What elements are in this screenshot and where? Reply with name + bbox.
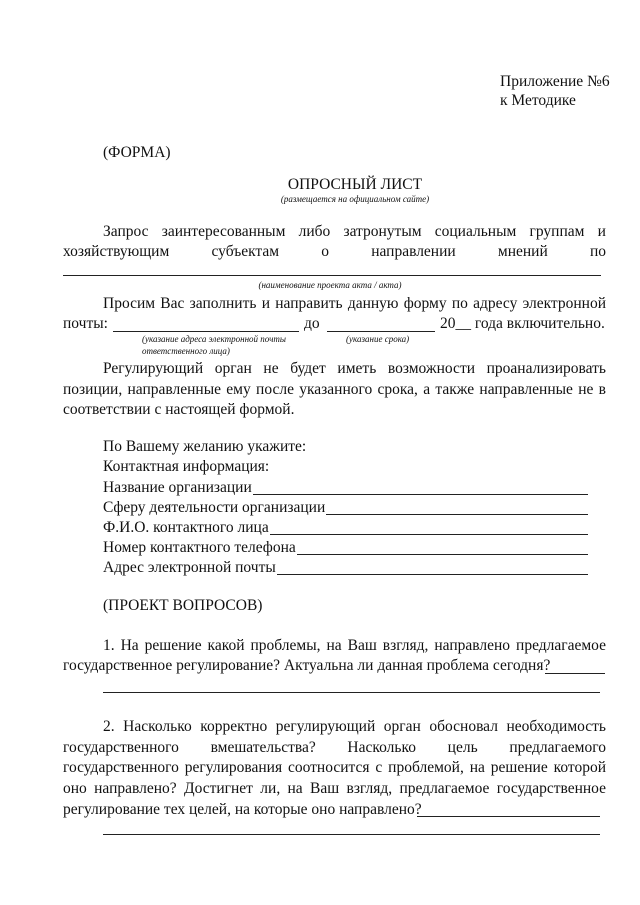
contact-person-field[interactable]: [103, 517, 588, 537]
field-label: Номер контактного телефона: [103, 539, 296, 556]
field-label: Адрес электронной почты: [103, 559, 276, 576]
q2-line5: регулирование тех целей, на которые оно направлено?: [63, 801, 422, 818]
request-line2: [63, 242, 606, 262]
q2-line3: государственного регулирования соотносится с проблемой, на решение которой: [63, 759, 606, 776]
form-mark: (ФОРМА): [103, 144, 171, 161]
field-line[interactable]: [270, 534, 588, 535]
request-word: по: [589, 243, 606, 260]
request-word: Запрос: [103, 223, 149, 240]
field-line[interactable]: [326, 514, 588, 515]
project-name-caption: (наименование проекта акта / акта): [258, 280, 402, 290]
ask-prefix: почты:: [63, 315, 108, 332]
field-line[interactable]: [297, 554, 588, 555]
warning-line2: позиции, направленные ему после указанного срока, а также направленные не в: [63, 381, 606, 398]
q1-line2: государственное регулирование? Актуальна ли данная проблема сегодня?: [63, 657, 551, 674]
activity-field[interactable]: [103, 497, 588, 517]
email-line[interactable]: [113, 331, 299, 332]
warning-line3: соответствии с настоящей формой.: [63, 401, 295, 418]
organization-field[interactable]: [103, 477, 588, 497]
project-name-line[interactable]: [63, 275, 601, 276]
request-word: группам: [529, 223, 585, 240]
q2-line4: оно направлено? Достигнет ли, на Ваш взгляд, предлагаемое государственное: [63, 780, 606, 797]
email-caption-2: ответственного лица): [142, 346, 230, 356]
q2-line1: 2. Насколько корректно регулирующий орган обосновал необходимость: [103, 718, 606, 735]
ask-line1: Просим Вас заполнить и направить данную форму по адресу электронной: [103, 295, 606, 312]
contact-heading: Контактная информация:: [103, 458, 270, 475]
q2-word: Насколько: [347, 739, 416, 756]
request-word: и: [597, 223, 606, 240]
contact-intro: По Вашему желанию укажите:: [103, 438, 307, 455]
phone-field[interactable]: [103, 537, 588, 557]
request-word: социальным: [434, 223, 517, 240]
q2-answer-line-short[interactable]: [417, 816, 600, 817]
q1-answer-line-short[interactable]: [545, 673, 605, 674]
field-label: Ф.И.О. контактного лица: [103, 519, 269, 536]
ask-year: 20__ года включительно.: [440, 315, 605, 332]
field-line[interactable]: [277, 574, 588, 575]
request-word: направлении: [371, 243, 456, 260]
warning-line1: Регулирующий орган не будет иметь возможности проанализировать: [103, 360, 606, 377]
request-word: мнений: [497, 243, 548, 260]
field-label: Сферу деятельности организации: [103, 499, 326, 516]
deadline-line[interactable]: [327, 331, 435, 332]
request-word: либо: [298, 223, 331, 240]
request-word: о: [321, 243, 329, 260]
q2-answer-line[interactable]: [103, 834, 600, 835]
deadline-caption: (указание срока): [346, 334, 410, 344]
q2-word: цель: [447, 739, 478, 756]
request-word: субъектам: [211, 243, 280, 260]
email-field[interactable]: [103, 557, 588, 577]
title-note: (размещается на официальном сайте): [280, 194, 430, 204]
q2-line2: [63, 738, 606, 758]
page-title: ОПРОСНЫЙ ЛИСТ: [287, 176, 423, 193]
project-heading: (ПРОЕКТ ВОПРОСОВ): [103, 597, 263, 614]
field-line[interactable]: [253, 494, 588, 495]
request-line1: [103, 222, 606, 242]
q1-answer-line[interactable]: [103, 692, 600, 693]
q2-word: предлагаемого: [509, 739, 606, 756]
appendix-line2: к Методике: [500, 92, 576, 109]
q2-word: вмешательства?: [210, 739, 316, 756]
q1-line1: 1. На решение какой проблемы, на Ваш взгляд, направлено предлагаемое: [103, 637, 606, 654]
appendix-line1: Приложение №6: [500, 73, 610, 90]
field-label: Название организации: [103, 479, 252, 496]
request-word: затронутым: [343, 223, 422, 240]
request-word: хозяйствующим: [63, 243, 170, 260]
request-word: заинтересованным: [161, 223, 286, 240]
q2-word: государственного: [63, 739, 179, 756]
ask-to: до: [304, 315, 320, 332]
email-caption-1: (указание адреса электронной почты: [142, 334, 286, 344]
